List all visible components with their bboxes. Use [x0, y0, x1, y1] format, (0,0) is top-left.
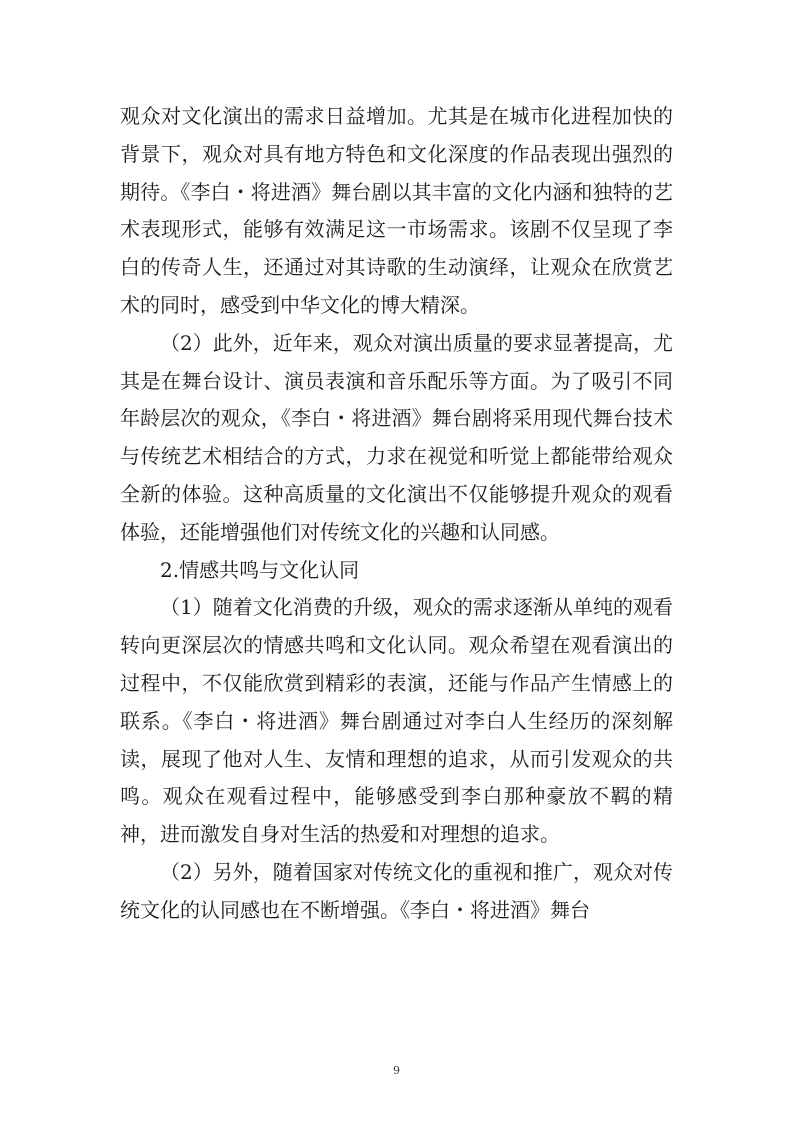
paragraph-continuation: 观众对文化演出的需求日益增加。尤其是在城市化进程加快的背景下，观众对具有地方特色和文化深度的作品表现出强烈的期待。《李白・将进酒》舞台剧以其丰富的文化内涵和独特的艺术表现形式，能够有效满足这一市场需求。该剧不仅呈现了李白的传奇人生，还通过对其诗歌的生动演绎，让观众在欣赏艺术的同时，感受到中华文化的博大精深。	[120, 104, 673, 317]
section-heading-emotional-resonance: 2.情感共鸣与文化认同	[160, 557, 360, 582]
document-body	[120, 98, 673, 930]
page-number: 9	[393, 1064, 400, 1077]
paragraph-point-2-quality: （2）此外，近年来，观众对演出质量的要求显著提高，尤其是在舞台设计、演员表演和音乐配乐等方面。为了吸引不同年龄层次的观众，《李白・将进酒》舞台剧将采用现代舞台技术与传统艺术相结合的方式，力求在视觉和听觉上都能带给观众全新的体验。这种高质量的文化演出不仅能够提升观众的观看体验，还能增强他们对传统文化的兴趣和认同感。	[120, 330, 673, 544]
paragraph-point-2-identity: （2）另外，随着国家对传统文化的重视和推广，观众对传统文化的认同感也在不断增强。《李白・将进酒》舞台	[120, 859, 673, 922]
paragraph-point-1-resonance: （1）随着文化消费的升级，观众的需求逐渐从单纯的观看转向更深层次的情感共鸣和文化认同。观众希望在观看演出的过程中，不仅能欣赏到精彩的表演，还能与作品产生情感上的联系。《李白・将进酒》舞台剧通过对李白人生经历的深刻解读，展现了他对人生、友情和理想的追求，从而引发观众的共鸣。观众在观看过程中，能够感受到李白那种豪放不羁的精神，进而激发自身对生活的热爱和对理想的追求。	[120, 595, 673, 847]
